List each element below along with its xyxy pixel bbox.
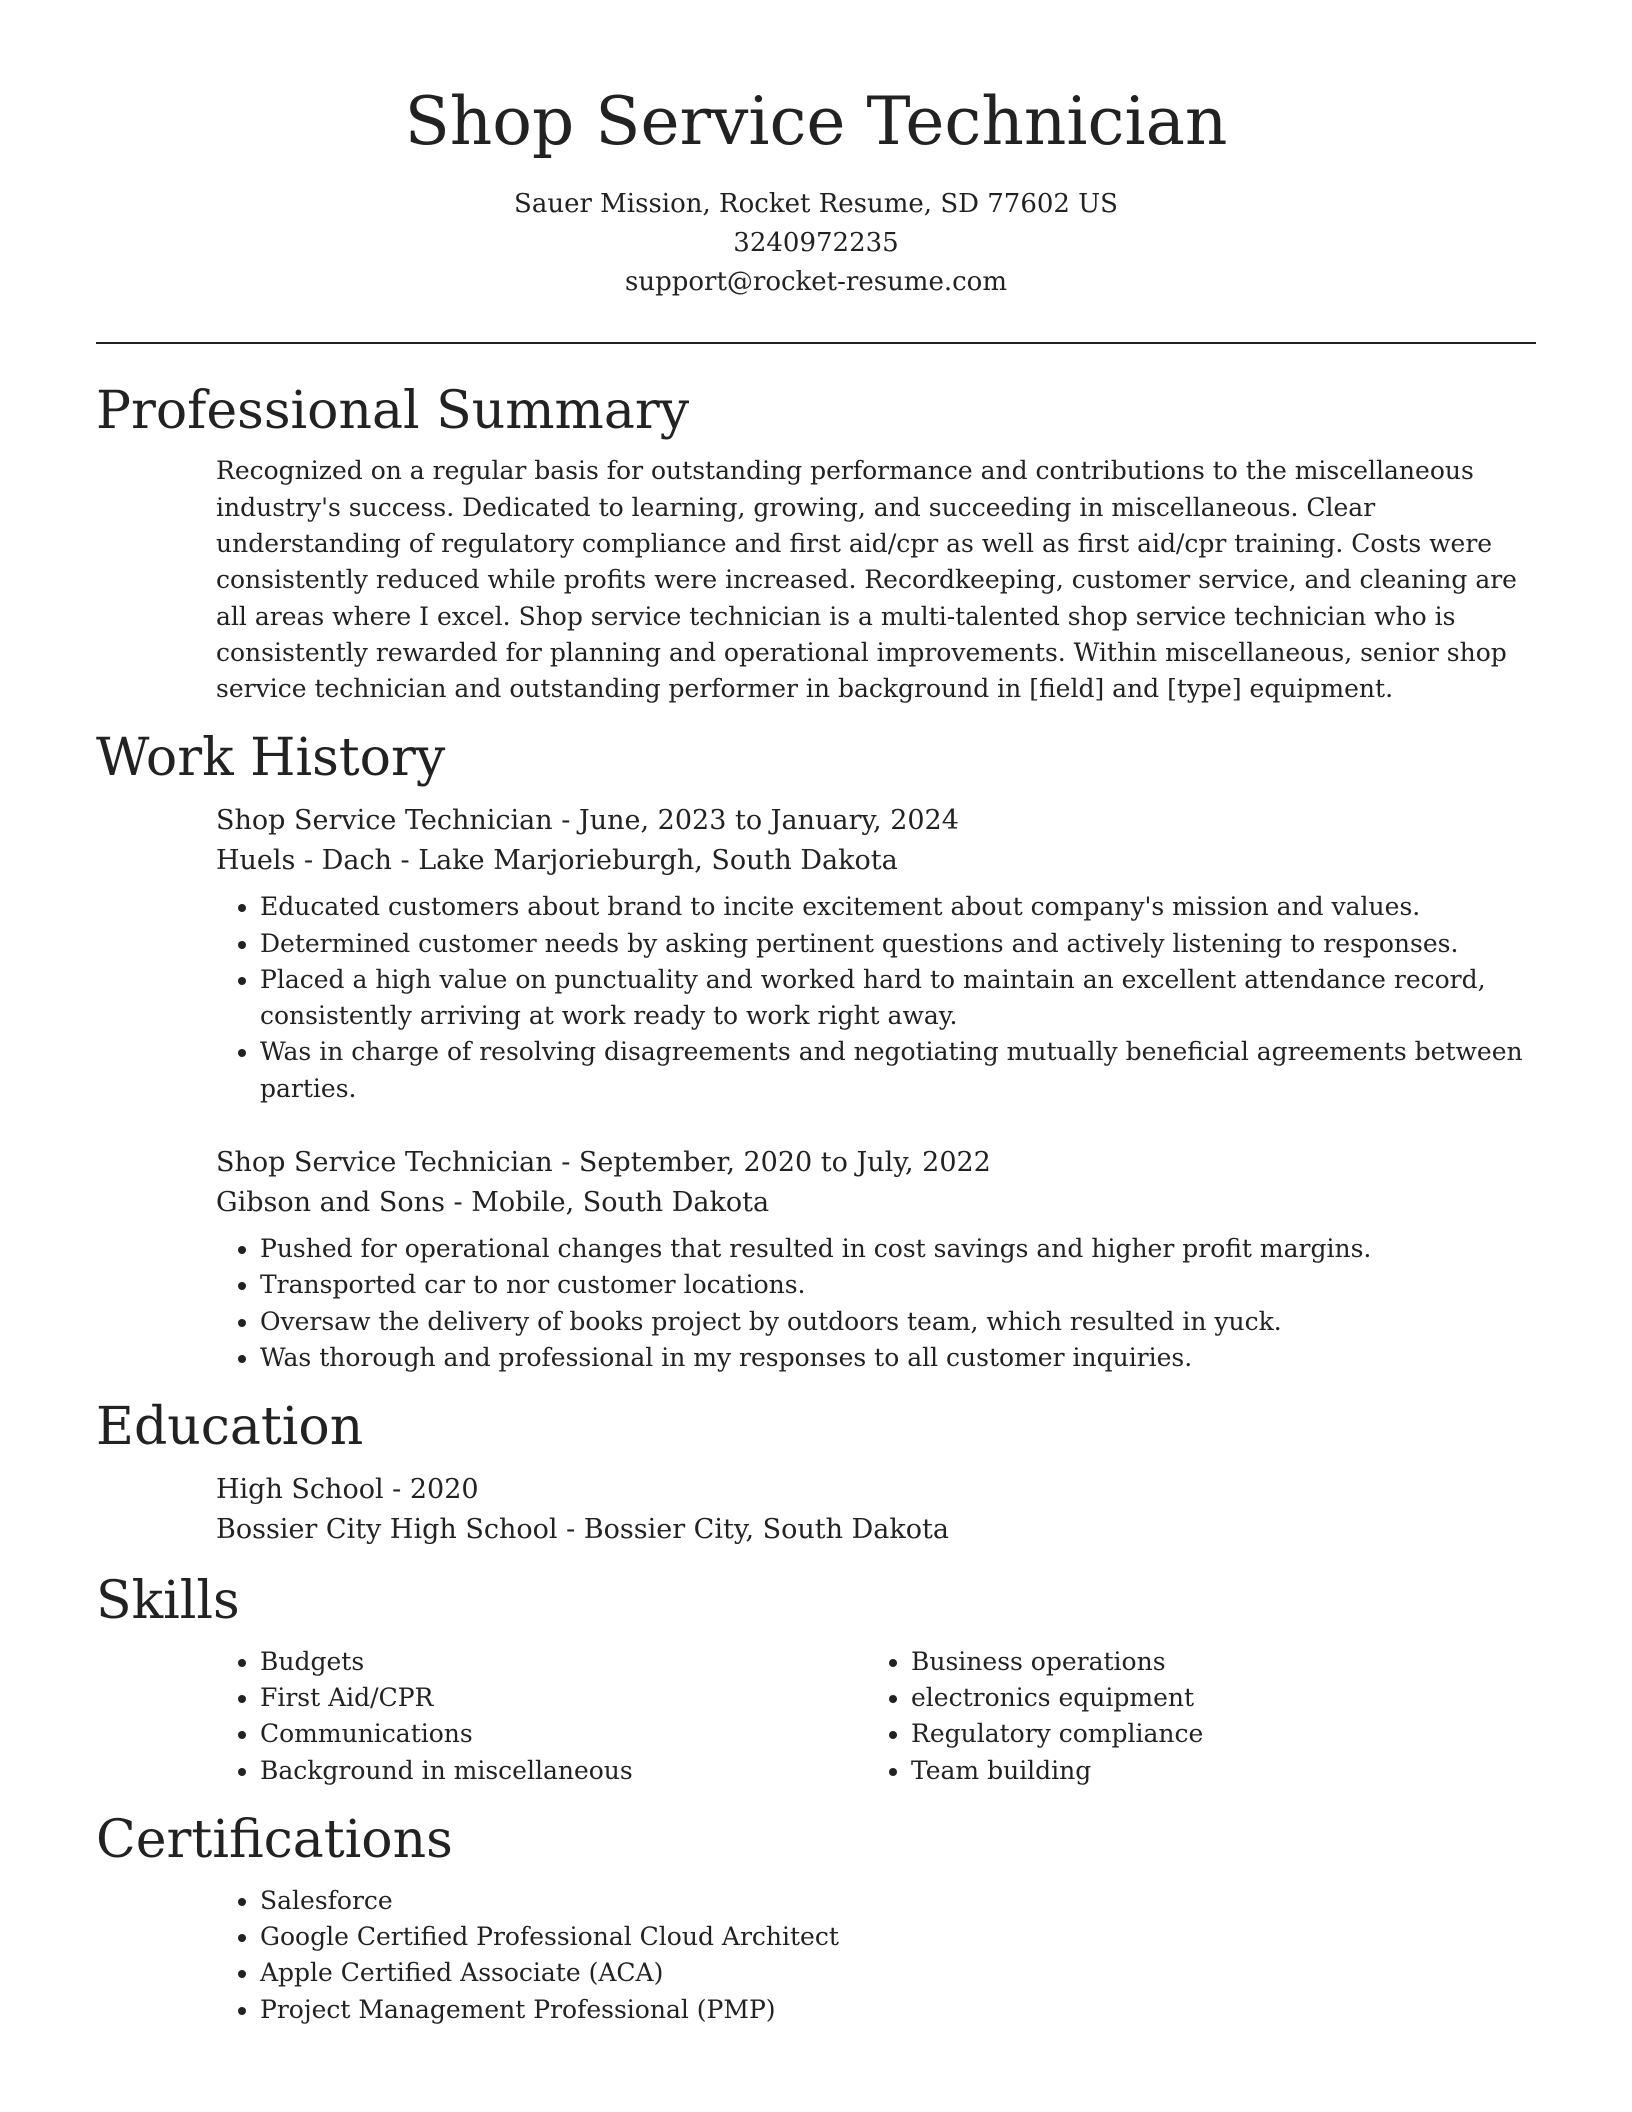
- list-item: • Placed a high value on punctuality and worked hard to maintain an excellent attendance record, consistently arriving at work ready to work right away.: [260, 962, 1536, 1035]
- address: Sauer Mission, Rocket Resume, SD 77602 US: [514, 188, 1118, 219]
- job-role: Shop Service Technician: [216, 805, 553, 837]
- job-entry: [216, 1143, 1536, 1376]
- school-location: - Bossier City, South Dakota: [557, 1514, 949, 1546]
- job-company-line: [216, 1183, 1536, 1223]
- header-divider: [96, 342, 1536, 344]
- job-entry: [216, 801, 1536, 1107]
- list-item: • electronics equipment: [911, 1680, 1518, 1716]
- list-item: • Educated customers about brand to incite excitement about company's mission and values.: [260, 889, 1536, 925]
- work-history-section: [96, 729, 1536, 1376]
- list-item: • Team building: [911, 1753, 1518, 1789]
- school-line: [216, 1510, 1536, 1550]
- list-item: • Oversaw the delivery of books project by outdoors team, which resulted in yuck.: [260, 1304, 1536, 1340]
- job-title-line: [216, 1143, 1536, 1183]
- education-heading: Education: [96, 1397, 364, 1458]
- skills-heading: Skills: [96, 1571, 240, 1632]
- list-item: • Was thorough and professional in my responses to all customer inquiries.: [260, 1340, 1536, 1376]
- school-name: Bossier City High School: [216, 1514, 558, 1546]
- skills-section: [96, 1572, 1536, 1789]
- skills-list: [867, 1644, 1518, 1789]
- list-item: • Regulatory compliance: [911, 1716, 1518, 1752]
- skills-column-left: [216, 1644, 867, 1789]
- list-item: • Transported car to nor customer locations.: [260, 1267, 1536, 1303]
- job-dates: - September, 2020 to July, 2022: [552, 1147, 991, 1179]
- job-location: - Lake Marjorieburgh, South Dakota: [391, 845, 898, 877]
- list-item: • Background in miscellaneous: [260, 1753, 867, 1789]
- graduation-year: - 2020: [383, 1474, 479, 1506]
- degree: High School: [216, 1474, 384, 1506]
- certifications-section: [96, 1811, 1536, 2028]
- degree-line: [216, 1470, 1536, 1510]
- job-location: - Mobile, South Dakota: [444, 1187, 770, 1219]
- summary-text: Recognized on a regular basis for outstanding performance and contributions to the miscellaneous industry's success. Dedicated to learning, growing, and succeeding in miscellaneous. Clear understanding of regulatory compliance and first aid/cpr as well as first aid/cpr training. Costs were consistently reduced while profits were increased. Recordkeeping, customer service, and cleaning are all areas where I excel. Shop service technician is a multi-talented shop service technician who is consistently rewarded for planning and operational improvements. Within miscellaneous, senior shop service technician and outstanding performer in background in [field] and [type] equipment.: [216, 456, 1517, 704]
- list-item: • Business operations: [911, 1644, 1518, 1680]
- phone-number: 3240972235: [733, 227, 899, 258]
- job-role: Shop Service Technician: [216, 1147, 553, 1179]
- list-item: • Salesforce: [260, 1883, 1536, 1919]
- job-duties-list: [216, 1231, 1536, 1376]
- job-company-line: [216, 841, 1536, 881]
- work-history-heading: Work History: [96, 728, 446, 789]
- education-section: [96, 1398, 1536, 1550]
- list-item: • Google Certified Professional Cloud Architect: [260, 1919, 1536, 1955]
- list-item: • Project Management Professional (PMP): [260, 1992, 1536, 2028]
- job-company: Huels - Dach: [216, 845, 392, 877]
- list-item: • Apple Certified Associate (ACA): [260, 1955, 1536, 1991]
- list-item: • Pushed for operational changes that resulted in cost savings and higher profit margins.: [260, 1231, 1536, 1267]
- list-item: • Communications: [260, 1716, 867, 1752]
- list-item: • First Aid/CPR: [260, 1680, 867, 1716]
- candidate-title: Shop Service Technician: [404, 83, 1228, 160]
- email-address: support@rocket-resume.com: [624, 266, 1007, 297]
- list-item: • Determined customer needs by asking pertinent questions and actively listening to responses.: [260, 926, 1536, 962]
- list-item: • Budgets: [260, 1644, 867, 1680]
- certifications-list: [216, 1883, 1536, 2028]
- skills-column-right: [867, 1644, 1518, 1789]
- certifications-heading: Certifications: [96, 1810, 453, 1871]
- summary-section: [96, 382, 1536, 708]
- job-duties-list: [216, 889, 1536, 1107]
- job-title-line: [216, 801, 1536, 841]
- skills-grid: [216, 1644, 1536, 1789]
- resume-header: [96, 0, 1536, 302]
- job-dates: - June, 2023 to January, 2024: [552, 805, 959, 837]
- skills-list: [216, 1644, 867, 1789]
- summary-heading: Professional Summary: [96, 380, 690, 441]
- job-company: Gibson and Sons: [216, 1187, 445, 1219]
- list-item: • Was in charge of resolving disagreements and negotiating mutually beneficial agreements between parties.: [260, 1034, 1536, 1107]
